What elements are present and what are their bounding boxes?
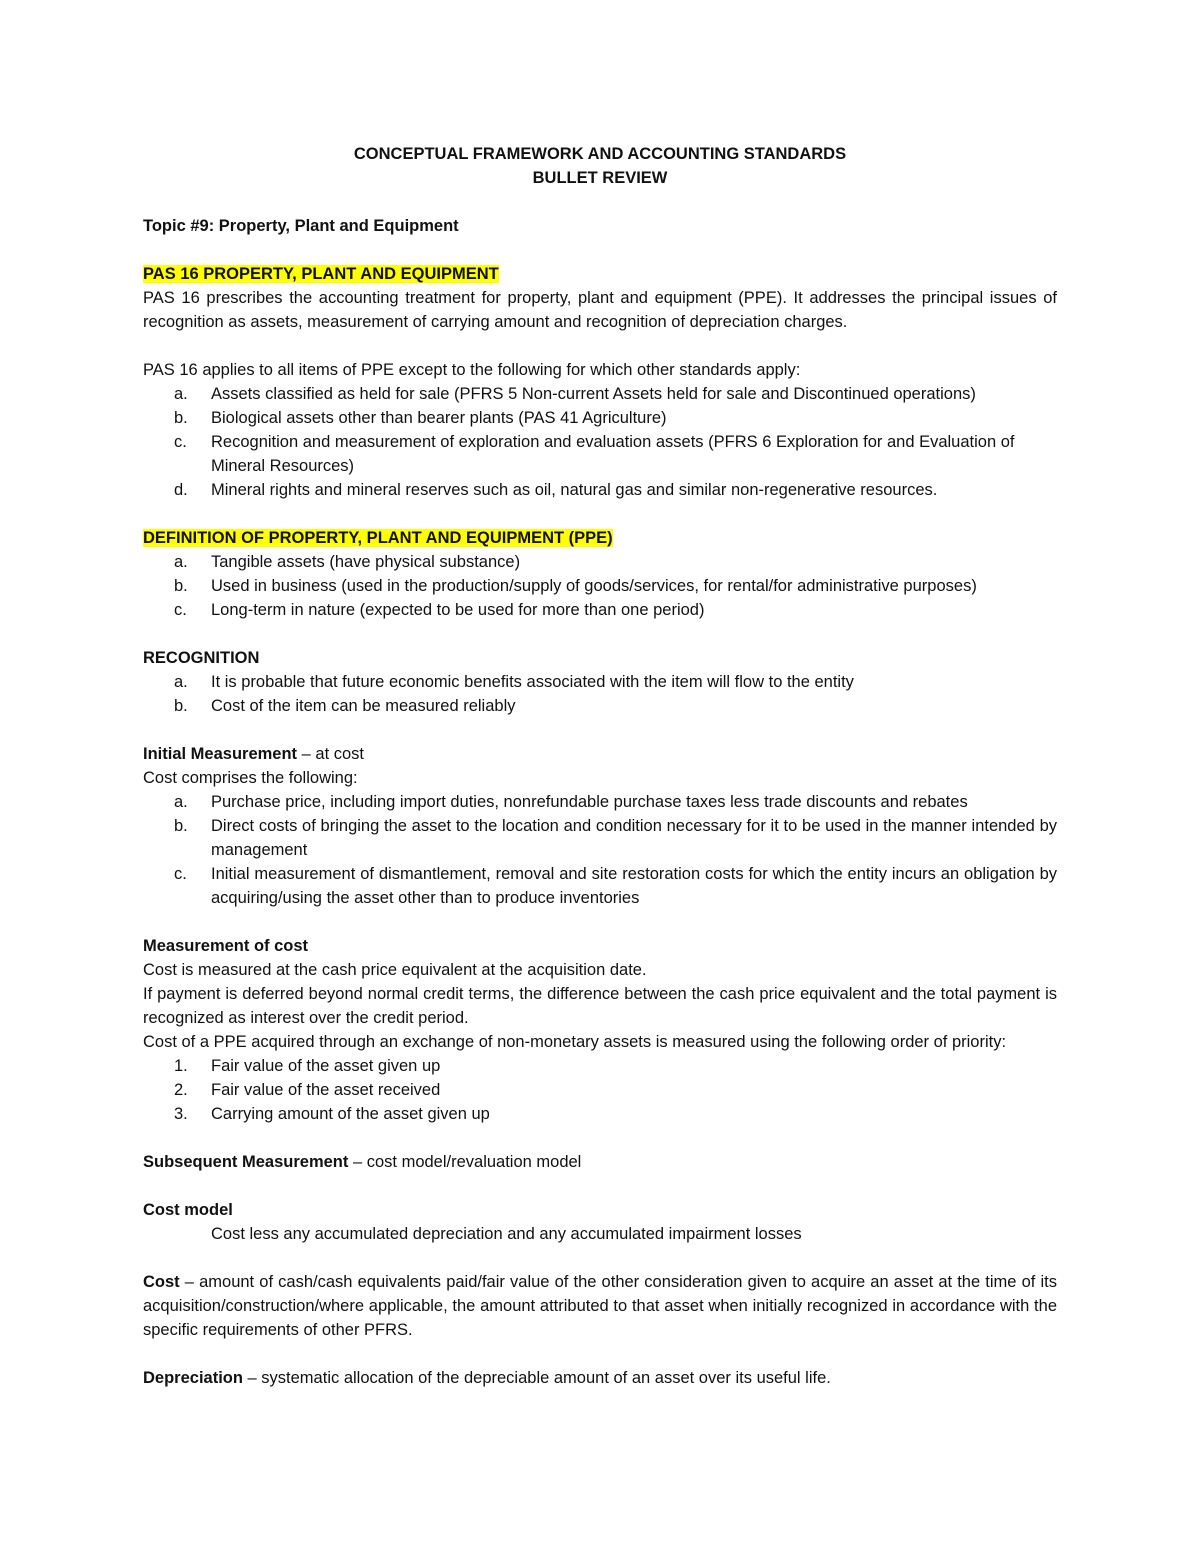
pas16-intro: PAS 16 prescribes the accounting treatment for property, plant and equipment (PPE). It addresses the principal issues of recognition as assets, measurement of carrying amount and recognition of depreciation charges. bbox=[143, 289, 1057, 331]
list-item: a. It is probable that future economic benefits associated with the item will flow to the entity bbox=[174, 673, 854, 691]
list-item: b. Used in business (used in the production/supply of goods/services, for rental/for administrative purposes) bbox=[174, 577, 977, 595]
list-item: c. Long-term in nature (expected to be used for more than one period) bbox=[174, 601, 705, 619]
document-subtitle: BULLET REVIEW bbox=[532, 169, 668, 187]
pas16-heading: PAS 16 PROPERTY, PLANT AND EQUIPMENT bbox=[143, 265, 499, 283]
list-item: c. Recognition and measurement of exploration and evaluation assets (PFRS 6 Exploration for and Evaluation of Mineral Resources) bbox=[174, 433, 1015, 475]
document-title: CONCEPTUAL FRAMEWORK AND ACCOUNTING STANDARDS bbox=[353, 145, 847, 163]
list-item: c. Initial measurement of dismantlement, removal and site restoration costs for which the entity incurs an obligation by acquiring/using the asset other than to produce inventories bbox=[174, 865, 1057, 907]
list-item: 2. Fair value of the asset received bbox=[174, 1081, 441, 1099]
exchange-priority-list bbox=[143, 1054, 1057, 1126]
list-item: b. Cost of the item can be measured reliably bbox=[174, 697, 516, 715]
list-item: a. Purchase price, including import duties, nonrefundable purchase taxes less trade discounts and rebates bbox=[174, 793, 968, 811]
definition-list bbox=[143, 550, 1057, 622]
recognition-heading: RECOGNITION bbox=[143, 649, 260, 667]
measurement-cost-line1: Cost is measured at the cash price equivalent at the acquisition date. bbox=[143, 961, 647, 979]
measurement-cost-line3: Cost of a PPE acquired through an exchange of non-monetary assets is measured using the following order of priority: bbox=[143, 1033, 1007, 1051]
initial-measurement-list bbox=[143, 790, 1057, 910]
list-item: a. Tangible assets (have physical substance) bbox=[174, 553, 521, 571]
cost-model-text: Cost less any accumulated depreciation and any accumulated impairment losses bbox=[211, 1225, 802, 1243]
cost-definition: Cost – amount of cash/cash equivalents paid/fair value of the other consideration given to acquire an asset at the time of its acquisition/construction/where applicable, the amount attributed to that asset when initially recognized in accordance with the specific requirements of other PFRS. bbox=[143, 1273, 1057, 1339]
list-item: 1. Fair value of the asset given up bbox=[174, 1057, 441, 1075]
list-item: b. Direct costs of bringing the asset to the location and condition necessary for it to be used in the manner intended by management bbox=[174, 817, 1057, 859]
initial-measurement-line: Initial Measurement – at cost bbox=[143, 745, 364, 763]
measurement-cost-heading: Measurement of cost bbox=[143, 937, 309, 955]
list-item: 3. Carrying amount of the asset given up bbox=[174, 1105, 490, 1123]
topic-heading: Topic #9: Property, Plant and Equipment bbox=[143, 217, 459, 235]
cost-model-heading: Cost model bbox=[143, 1201, 233, 1219]
definition-heading: DEFINITION OF PROPERTY, PLANT AND EQUIPMENT (PPE) bbox=[143, 529, 613, 547]
list-item: b. Biological assets other than bearer plants (PAS 41 Agriculture) bbox=[174, 409, 667, 427]
pas16-scope-intro: PAS 16 applies to all items of PPE except to the following for which other standards apply: bbox=[143, 361, 801, 379]
measurement-cost-line2: If payment is deferred beyond normal credit terms, the difference between the cash price equivalent and the total payment is recognized as interest over the credit period. bbox=[143, 985, 1057, 1027]
recognition-list bbox=[143, 670, 1057, 718]
initial-measurement-intro: Cost comprises the following: bbox=[143, 769, 358, 787]
list-item: a. Assets classified as held for sale (PFRS 5 Non-current Assets held for sale and Discontinued operations) bbox=[174, 385, 976, 403]
list-item: d. Mineral rights and mineral reserves such as oil, natural gas and similar non-regenerative resources. bbox=[174, 481, 938, 499]
depreciation-definition: Depreciation – systematic allocation of the depreciable amount of an asset over its useful life. bbox=[143, 1369, 831, 1387]
subsequent-measurement-line: Subsequent Measurement – cost model/revaluation model bbox=[143, 1153, 582, 1171]
pas16-scope-list bbox=[143, 382, 1057, 502]
